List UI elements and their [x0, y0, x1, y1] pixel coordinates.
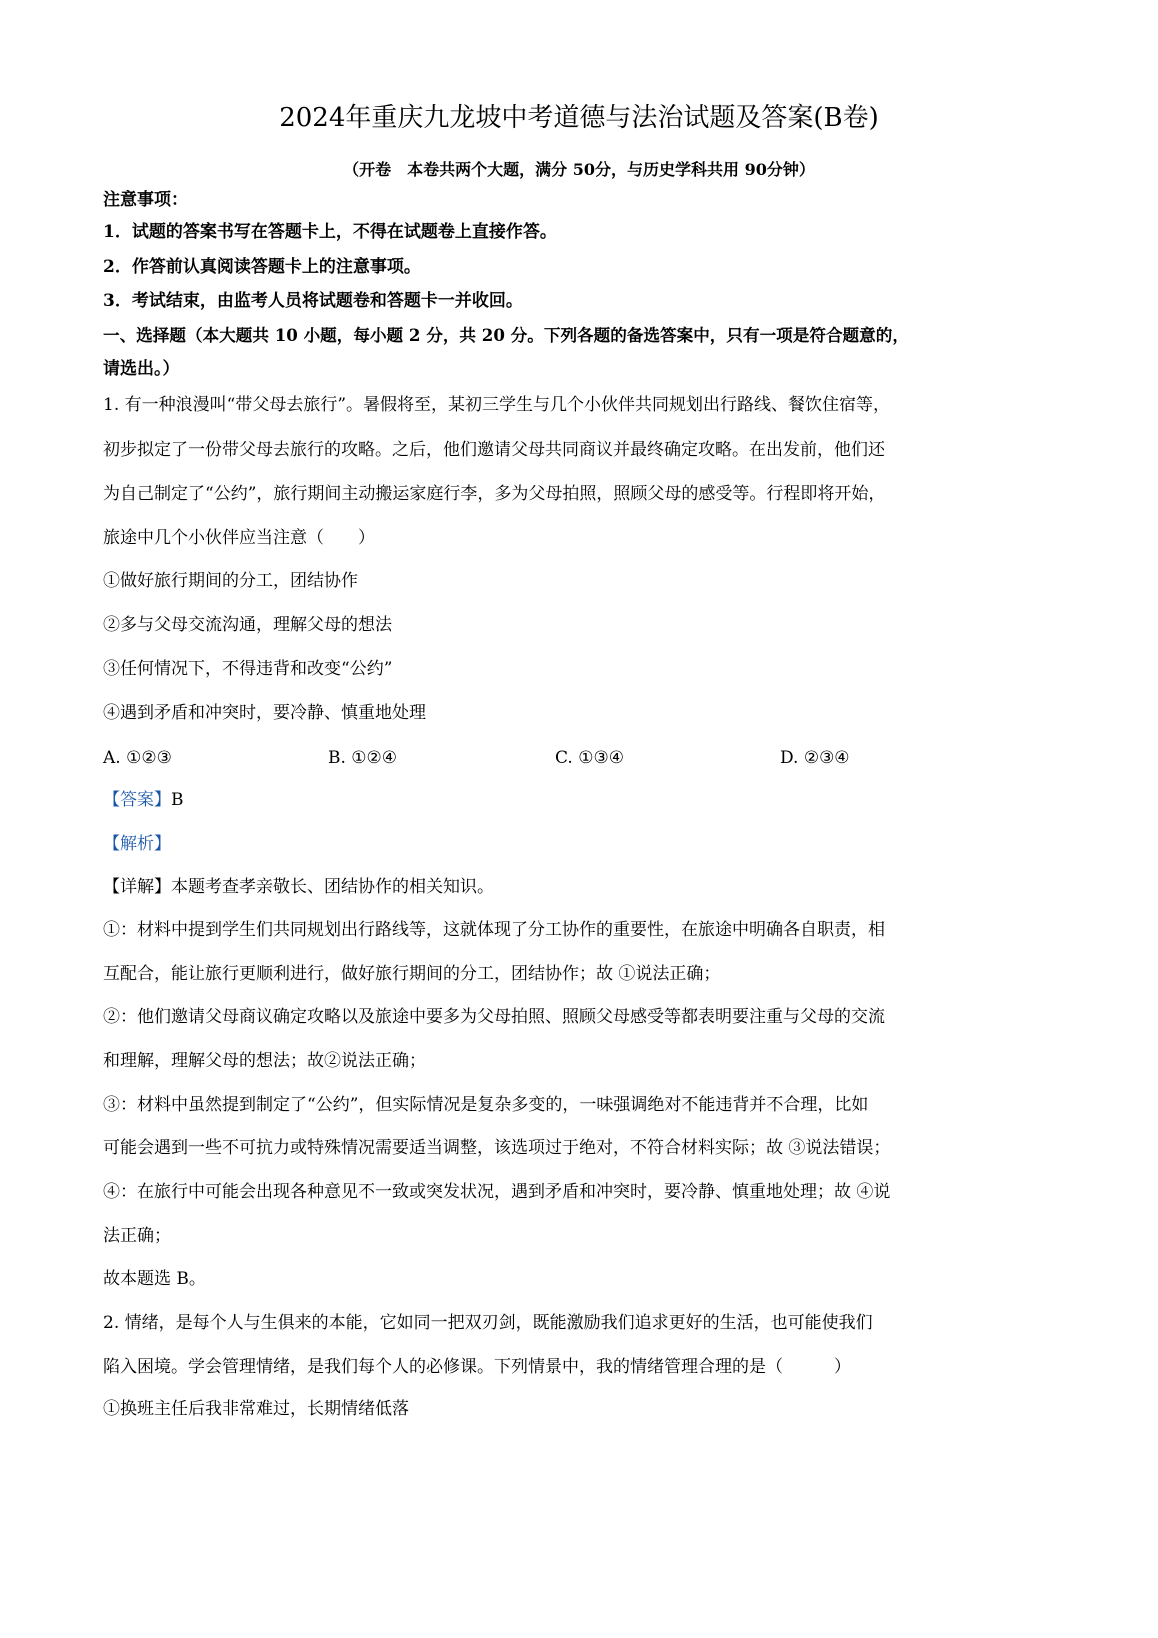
question-1-stem: 旅途中几个小伙伴应当注意（ ） [103, 528, 375, 548]
explanation-line: ④：在旅行中可能会出现各种意见不一致或突发状况，遇到矛盾和冲突时，要冷静、慎重地处理；故 ④说 [103, 1182, 891, 1202]
explanation-line: 和理解，理解父母的想法；故②说法正确； [103, 1051, 426, 1071]
answer-tag: 【答案】 [103, 790, 171, 810]
explanation-line: ②：他们邀请父母商议确定攻略以及旅途中要多为父母拍照、照顾父母感受等都表明要注重与父母的交流 [103, 1007, 885, 1027]
answer-line [103, 788, 184, 812]
notice-item: 3．考试结束，由监考人员将试题卷和答题卡一并收回。 [103, 291, 523, 311]
question-1-stem: 为自己制定了“公约”，旅行期间主动搬运家庭行李，多为父母拍照，照顾父母的感受等。行程即将开始， [103, 484, 886, 504]
explanation-line: 法正确； [103, 1226, 171, 1246]
statement-item: ④遇到矛盾和冲突时，要冷静、慎重地处理 [103, 703, 426, 723]
page-subtitle: （开卷 本卷共两个大题，满分 50分，与历史学科共用 90分钟） [343, 160, 815, 179]
statement-item: ①做好旅行期间的分工，团结协作 [103, 571, 358, 591]
section-heading-cont: 请选出。） [103, 359, 180, 379]
question-1-stem: 初步拟定了一份带父母去旅行的攻略。之后，他们邀请父母共同商议并最终确定攻略。在出发前，他们还 [103, 440, 885, 460]
option-a: A. ①②③ [103, 748, 172, 768]
statement-item: ②多与父母交流沟通，理解父母的想法 [103, 615, 392, 635]
detail-tag: 【详解】 [103, 877, 171, 897]
question-2-stem: 陷入困境。学会管理情绪，是我们每个人的必修课。下列情景中，我的情绪管理合理的是（ ） [103, 1357, 851, 1377]
notice-item: 2．作答前认真阅读答题卡上的注意事项。 [103, 257, 421, 277]
explanation-line: ③：材料中虽然提到制定了“公约”，但实际情况是复杂多变的，一味强调绝对不能违背并不合理，比如 [103, 1095, 869, 1115]
question-2-stem: 2. 情绪，是每个人与生俱来的本能，它如同一把双刃剑，既能激励我们追求更好的生活，也可能使我们 [103, 1313, 873, 1333]
page-title: 2024年重庆九龙坡中考道德与法治试题及答案(B卷) [279, 103, 879, 133]
explanation-line: 可能会遇到一些不可抗力或特殊情况需要适当调整，该选项过于绝对，不符合材料实际；故 ③说法错误； [103, 1138, 891, 1158]
explanation-conclusion: 故本题选 B。 [103, 1269, 206, 1289]
statement-item: ①换班主任后我非常难过，长期情绪低落 [103, 1399, 409, 1419]
analysis-tag: 【解析】 [103, 834, 171, 854]
explanation-line: 互配合，能让旅行更顺利进行，做好旅行期间的分工，团结协作；故 ①说法正确； [103, 964, 721, 984]
question-1-stem: 1. 有一种浪漫叫“带父母去旅行”。暑假将至，某初三学生与几个小伙伴共同规划出行路线、餐饮住宿等， [103, 395, 891, 415]
option-b: B. ①②④ [328, 748, 398, 768]
option-d: D. ②③④ [780, 748, 850, 768]
notice-item: 1．试题的答案书写在答题卡上，不得在试题卷上直接作答。 [103, 222, 557, 242]
explanation-line: ①：材料中提到学生们共同规划出行路线等，这就体现了分工协作的重要性，在旅途中明确各自职责，相 [103, 920, 885, 940]
detail-text: 本题考查孝亲敬长、团结协作的相关知识。 [171, 877, 494, 897]
detail-line [103, 875, 494, 899]
notice-heading: 注意事项： [103, 190, 188, 210]
statement-item: ③任何情况下，不得违背和改变“公约” [103, 659, 393, 679]
option-c: C. ①③④ [555, 748, 624, 768]
section-heading: 一、选择题（本大题共 10 小题，每小题 2 分，共 20 分。下列各题的备选答案中，只有一项是符合题意的， [103, 325, 909, 345]
answer-value: B [171, 790, 184, 810]
